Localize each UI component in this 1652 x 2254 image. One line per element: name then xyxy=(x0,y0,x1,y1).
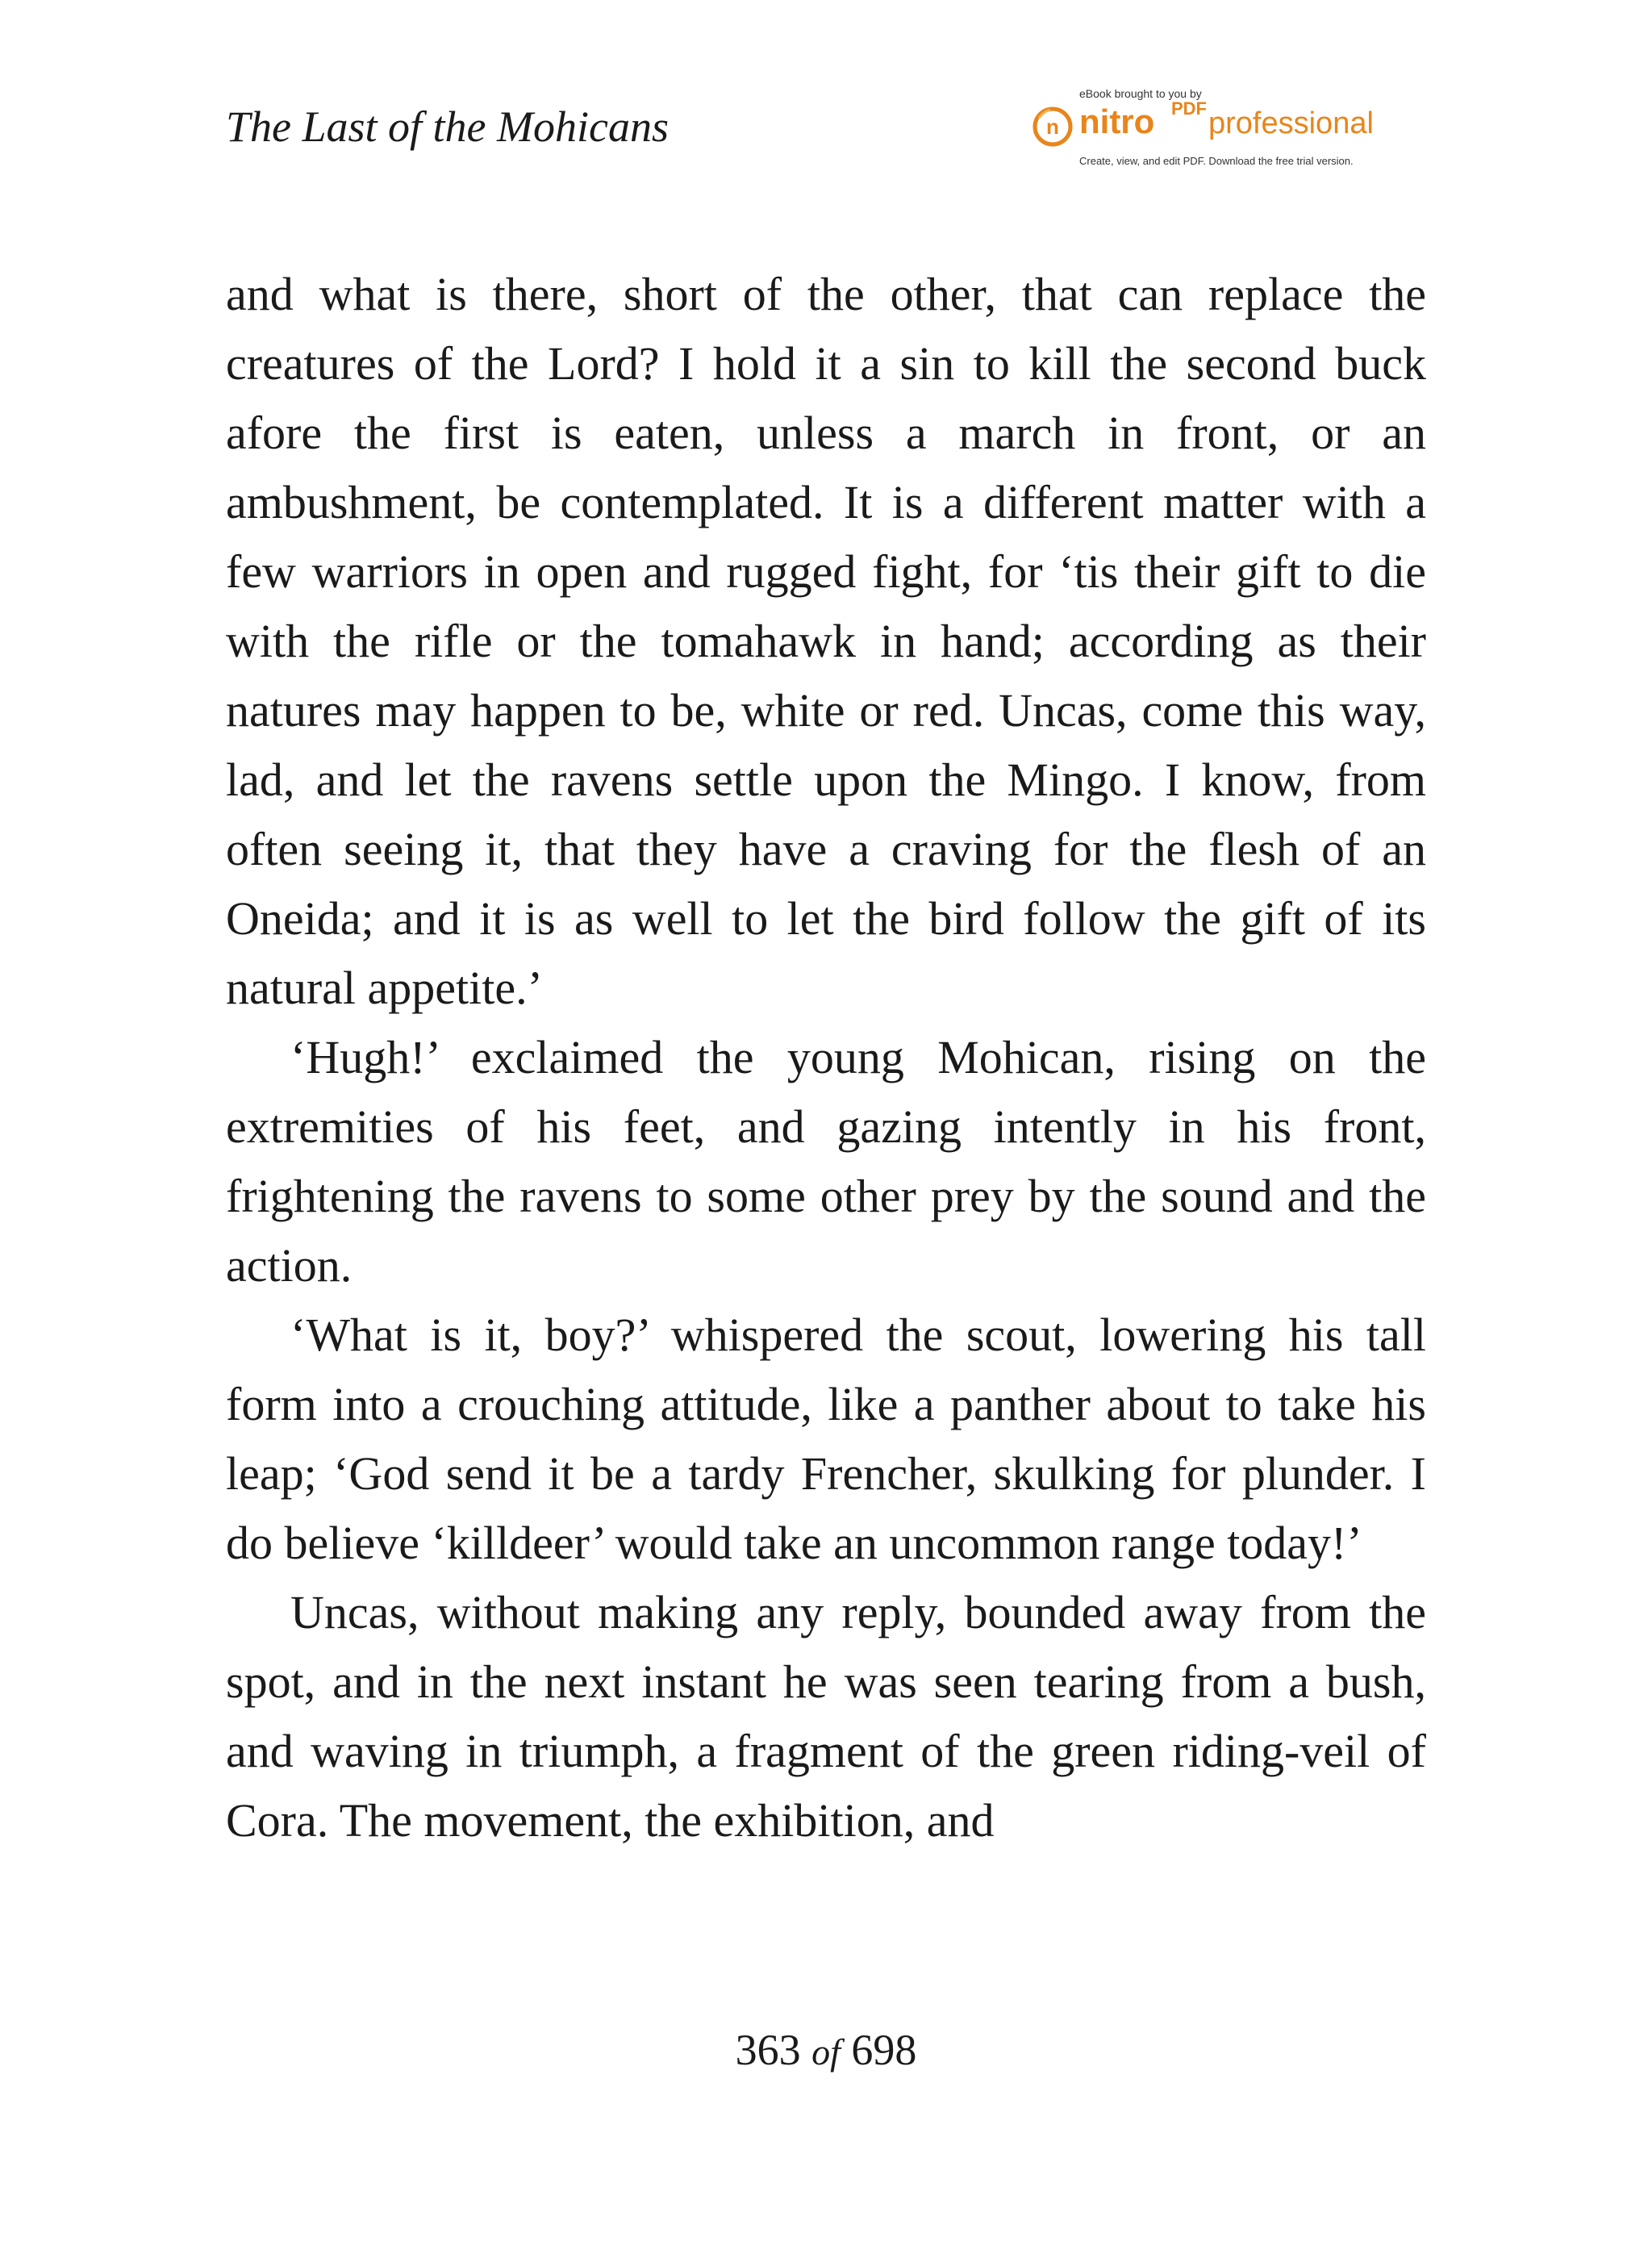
paragraph-2: ‘Hugh!’ exclaimed the young Mohican, rising on the extremities of his feet, and gazing intently in his front, frightening the ravens to some other prey by the sound and the action. xyxy=(226,1031,1426,1292)
paragraph-4: Uncas, without making any reply, bounded away from the spot, and in the next instant he was seen tearing from a bush, and waving in triumph, a fragment of the green riding-veil of Cora. The movement, the exhibition, and xyxy=(226,1586,1426,1847)
nitro-banner[interactable] xyxy=(1032,87,1420,176)
page-of-label: of xyxy=(811,2031,841,2072)
banner-superscript: PDF xyxy=(1171,98,1207,119)
paragraph-1: and what is there, short of the other, that can replace the creatures of the Lord? I hold it a sin to kill the second buck afore the first is eaten, unless a march in front, or an ambushment, be contemplated. It is a different matter with a few warriors in open and rugged fight, for ‘tis their gift to die with the rifle or the tomahawk in hand; according as their natures may happen to be, white or red. Uncas, come this way, lad, and let the ravens settle upon the Mingo. I know, from often seeing it, that they have a craving for the flesh of an Oneida; and it is as well to let the bird follow the gift of its natural appetite.’ xyxy=(226,268,1426,1014)
paragraph-3: ‘What is it, boy?’ whispered the scout, lowering his tall form into a crouching attitude, like a panther about to take his leap; ‘God send it be a tardy Frencher, skulking for plunder. I do believe ‘killdeer’ would take an uncommon range today!’ xyxy=(226,1309,1426,1569)
logo-letter: n xyxy=(1046,115,1059,139)
banner-top-line: eBook brought to you by xyxy=(1079,87,1202,100)
total-pages: 698 xyxy=(851,2026,917,2074)
body-text xyxy=(226,260,1426,1855)
nitro-logo-icon xyxy=(1032,106,1073,147)
banner-bottom-line: Create, view, and edit PDF. Download the free trial version. xyxy=(1079,155,1354,167)
banner-product: professional xyxy=(1208,106,1374,140)
running-title: The Last of the Mohicans xyxy=(226,102,669,151)
banner-brand: nitro xyxy=(1079,102,1155,140)
page-number xyxy=(0,2028,1652,2072)
current-page: 363 xyxy=(735,2026,801,2074)
